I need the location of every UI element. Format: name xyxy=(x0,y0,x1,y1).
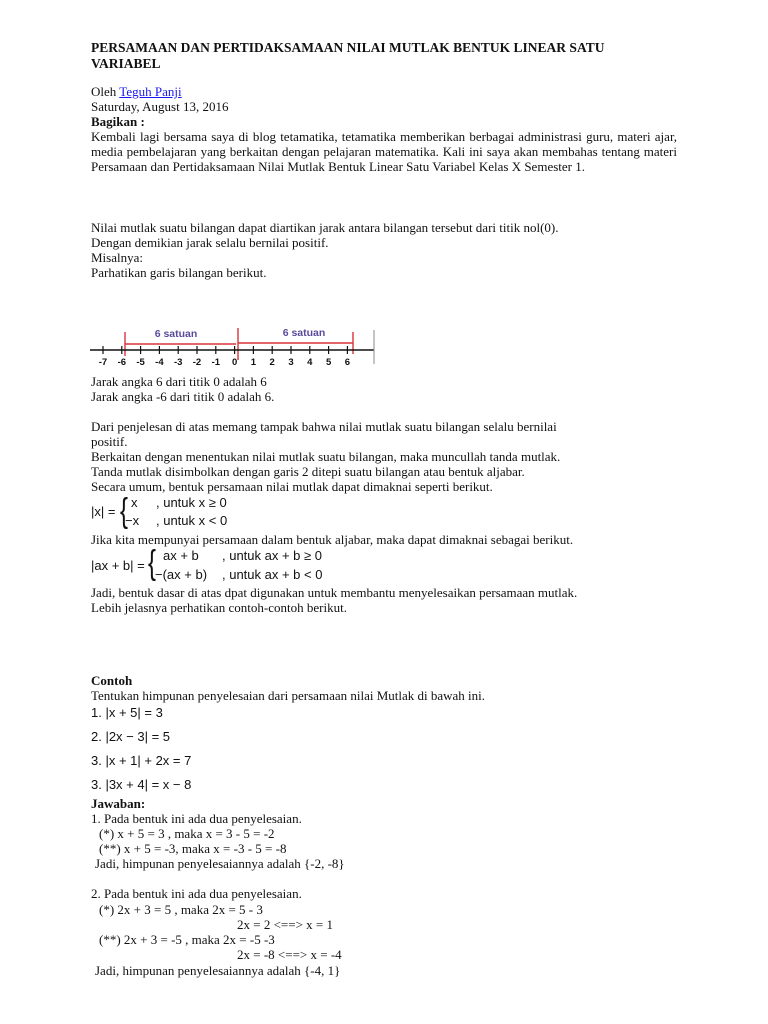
tick-label: 3 xyxy=(288,357,294,368)
def1-case2-expr: −x xyxy=(125,513,140,528)
para1-line: Nilai mutlak suatu bilangan dapat diartikan jarak antara bilangan tersebut dari titik nol(0). xyxy=(91,220,559,235)
doc-title-line2: VARIABEL xyxy=(91,56,161,71)
def1-case1-expr: x xyxy=(131,495,138,510)
def2-case2-expr: −(ax + b) xyxy=(155,567,208,582)
tick-label: -1 xyxy=(211,357,221,368)
author-prefix: Oleh xyxy=(91,84,117,99)
para3-line: Tanda mutlak disimbolkan dengan garis 2 ditepi suatu bilangan atau bentuk aljabar. xyxy=(91,464,525,479)
tick-label: 0 xyxy=(231,357,238,368)
jawaban-heading: Jawaban: xyxy=(91,796,146,811)
problem-item: 2. |2x − 3| = 5 xyxy=(91,729,171,744)
share-label: Bagikan : xyxy=(91,114,145,129)
def1-case2-cond: , untuk x < 0 xyxy=(156,513,228,528)
answer-line: 2. Pada bentuk ini ada dua penyelesaian. xyxy=(91,886,302,901)
tick-label: -6 xyxy=(117,357,127,368)
author-link[interactable]: Teguh Panji xyxy=(119,84,182,99)
intro-paragraph: Kembali lagi bersama saya di blog tetamatika, tetamatika memberikan berbagai administrasi guru, materi ajar, media pembelajaran yang berkaitan dengan pelajaran matematika. Kali ini saya akan membahas tentang materi Persamaan dan Pertidaksamaan Nilai Mutlak Bentuk Linear Satu Variabel Kelas X Semester 1. xyxy=(91,129,677,174)
tick-label: 1 xyxy=(250,357,257,368)
para3-line: Dari penjelesan di atas memang tampak bahwa nilai mutlak suatu bilangan selalu bernilai xyxy=(91,419,557,434)
tick-label: -3 xyxy=(173,357,183,368)
answer-line: 1. Pada bentuk ini ada dua penyelesaian. xyxy=(91,811,302,826)
para3-line: positif. xyxy=(91,434,128,449)
problem-item: 3. |x + 1| + 2x = 7 xyxy=(91,753,192,768)
number-line-figure xyxy=(84,320,380,378)
contoh-intro: Tentukan himpunan penyelesaian dari persamaan nilai Mutlak di bawah ini. xyxy=(91,688,486,703)
para1-line: Misalnya: xyxy=(91,250,143,265)
answer-line: Jadi, himpunan penyelesaiannya adalah {-4, 1} xyxy=(95,963,341,978)
para1-line: Dengan demikian jarak selalu bernilai positif. xyxy=(91,235,329,250)
contoh-heading: Contoh xyxy=(91,673,133,688)
left-distance-label: 6 satuan xyxy=(154,328,198,340)
def2-brace: { xyxy=(148,544,156,582)
para2-line: Jarak angka 6 dari titik 0 adalah 6 xyxy=(91,374,267,389)
para5-line: Jadi, bentuk dasar di atas dpat digunakan untuk membantu menyelesaikan persamaan mutlak. xyxy=(91,585,578,600)
answer-line: Jadi, himpunan penyelesaiannya adalah {-2, -8} xyxy=(95,856,345,871)
para5-line: Lebih jelasnya perhatikan contoh-contoh berikut. xyxy=(91,600,347,615)
answer-line: (**) 2x + 3 = -5 , maka 2x = -5 -3 xyxy=(99,932,275,947)
para3-line: Berkaitan dengan menentukan nilai mutlak suatu bilangan, maka muncullah tanda mutlak. xyxy=(91,449,561,464)
tick-label: -4 xyxy=(155,357,164,368)
answer-line: (*) x + 5 = 3 , maka x = 3 - 5 = -2 xyxy=(99,826,275,841)
para4: Jika kita mempunyai persamaan dalam bentuk aljabar, maka dapat dimaknai sebagai berikut. xyxy=(91,532,574,547)
def1-lhs: |x| = xyxy=(91,504,116,519)
right-distance-label: 6 satuan xyxy=(282,327,326,339)
tick-label: 2 xyxy=(269,357,275,368)
tick-label: -2 xyxy=(192,357,202,368)
tick-label: -7 xyxy=(98,357,108,368)
def2-case1-cond: , untuk ax + b ≥ 0 xyxy=(222,548,323,563)
problem-item: 1. |x + 5| = 3 xyxy=(91,705,163,720)
def2-case2-cond: , untuk ax + b < 0 xyxy=(222,567,323,582)
para3-line: Secara umum, bentuk persamaan nilai mutlak dapat dimaknai seperti berikut. xyxy=(91,479,493,494)
answer-line: 2x = -8 <==> x = -4 xyxy=(237,947,342,962)
answer-line: 2x = 2 <==> x = 1 xyxy=(237,917,333,932)
tick-label: 4 xyxy=(307,357,313,368)
problem-item: 3. |3x + 4| = x − 8 xyxy=(91,777,192,792)
para1-line: Parhatikan garis bilangan berikut. xyxy=(91,265,267,280)
doc-title-line1: PERSAMAAN DAN PERTIDAKSAMAAN NILAI MUTLAK BENTUK LINEAR SATU xyxy=(91,40,605,55)
def2-case1-expr: ax + b xyxy=(163,548,199,563)
answer-line: (**) x + 5 = -3, maka x = -3 - 5 = -8 xyxy=(99,841,287,856)
tick-label: 5 xyxy=(325,357,332,368)
para2-line: Jarak angka -6 dari titik 0 adalah 6. xyxy=(91,389,275,404)
tick-label: -5 xyxy=(136,357,145,368)
answer-line: (*) 2x + 3 = 5 , maka 2x = 5 - 3 xyxy=(99,902,263,917)
post-date: Saturday, August 13, 2016 xyxy=(91,99,229,114)
def2-lhs: |ax + b| = xyxy=(91,558,145,573)
tick-label: 6 xyxy=(344,357,351,368)
def1-case1-cond: , untuk x ≥ 0 xyxy=(156,495,227,510)
author-line xyxy=(91,84,182,99)
def1-brace: { xyxy=(120,492,128,530)
